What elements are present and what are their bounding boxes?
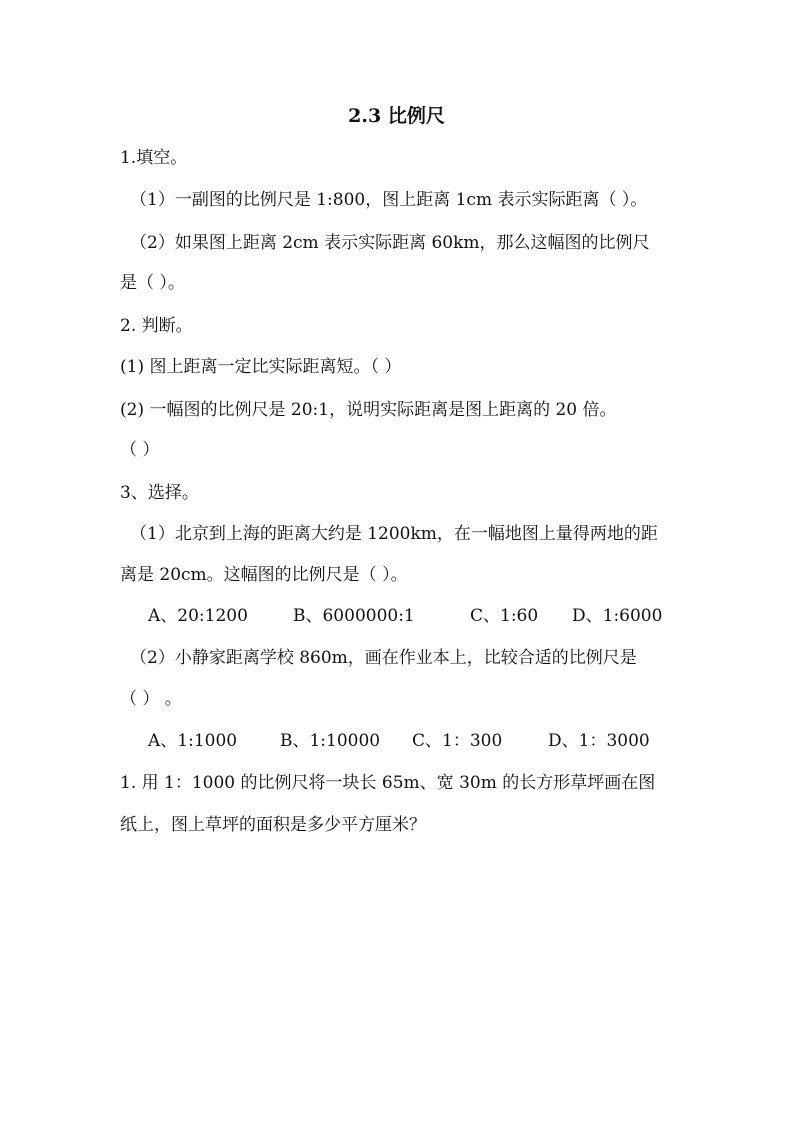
q2-option-c: C、1：300 [412,731,503,751]
section3-question2-line1: （2）小静家距离学校 860m，画在作业本上，比较合适的比例尺是 [130,648,637,668]
section3-question2-line2: （ ） 。 [120,689,182,709]
section2-question2-line1: (2) 一幅图的比例尺是 20:1，说明实际距离是图上距离的 20 倍。 [120,400,617,420]
page-title: 2.3 比例尺 [348,105,445,127]
section1-question1: （1）一副图的比例尺是 1:800，图上距离 1cm 表示实际距离（ ）。 [130,190,648,210]
q2-option-b: B、1:10000 [280,731,381,751]
q2-option-d: D、1：3000 [548,731,650,751]
section2-heading: 2. 判断。 [120,316,193,336]
q1-option-a: A、20:1200 [148,606,248,626]
q1-option-d: D、1:6000 [572,606,663,626]
q1-option-b: B、6000000:1 [293,606,415,626]
section4-problem-line1: 1. 用 1：1000 的比例尺将一块长 65m、宽 30m 的长方形草坪画在图 [120,773,656,793]
section1-question2-line1: （2）如果图上距离 2cm 表示实际距离 60km，那么这幅图的比例尺 [130,233,650,253]
section2-question2-line2: （ ） [120,440,160,460]
q1-option-c: C、1:60 [470,606,539,626]
q2-option-a: A、1:1000 [148,731,238,751]
section1-heading: 1.填空。 [120,148,188,168]
section4-problem-line2: 纸上，图上草坪的面积是多少平方厘米？ [120,815,426,835]
section1-question2-line2: 是（ ）。 [120,273,185,293]
section3-heading: 3、选择。 [120,483,199,503]
section3-question1-line2: 离是 20cm。这幅图的比例尺是（ ）。 [120,565,408,585]
section3-question1-line1: （1）北京到上海的距离大约是 1200km，在一幅地图上量得两地的距 [130,524,658,544]
section2-question1: (1) 图上距离一定比实际距离短。（ ） [120,357,402,377]
